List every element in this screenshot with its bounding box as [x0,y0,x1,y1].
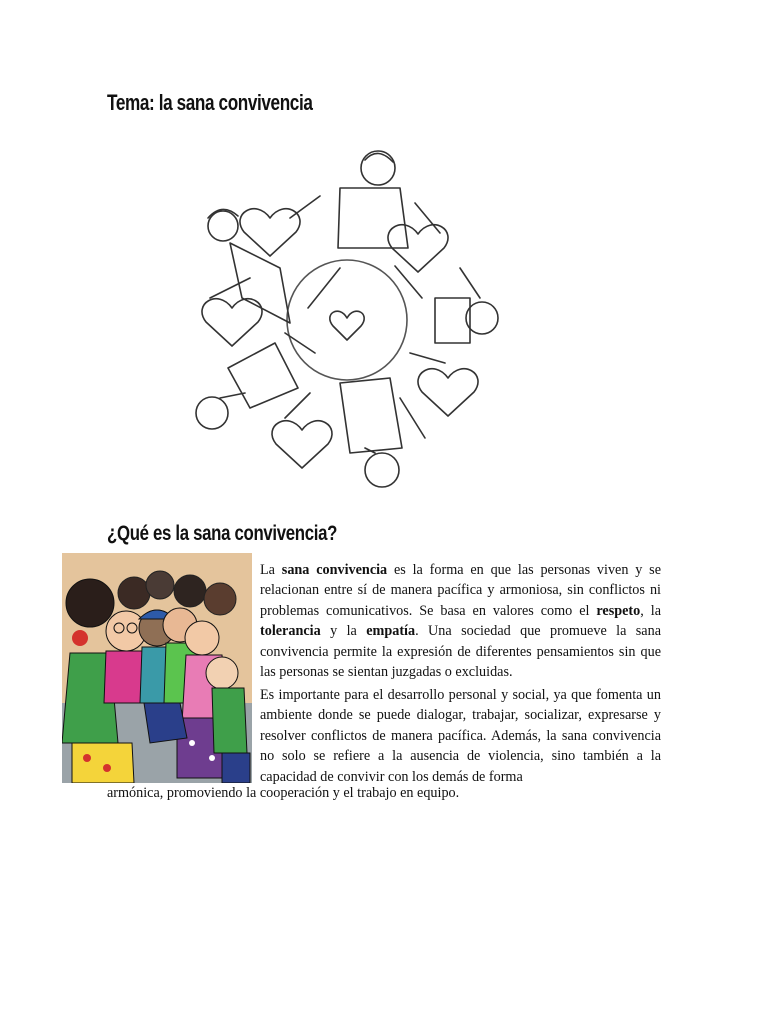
text-segment: , la [640,602,661,619]
text-segment: es la forma en que las personas viven y se relacionan entre sí de manera pacífica y armoniosa, sin conflictos ni problemas comunicativos. Se basa en valores como el [260,562,662,619]
bold-term: sana convivencia [281,562,388,578]
children-group-illustration [62,553,252,783]
bold-term: tolerancia [260,623,321,640]
paragraph-importance: Es importante para el desarrollo personal y social, ya que fomenta un ambiente donde se puede dialogar, trabajar, socializar, expresarse y resolver conflictos de manera pacífica. Además, la sana convivencia no solo se refiere a la ausencia de violencia, sino también a la capacidad de convivir con los demás de forma [260,687,661,785]
text-segment: . Una sociedad que promueve la sana convivencia permite la expresión de diferentes pensamientos sin que las personas se sientan juzgadas o excluidas. [260,623,661,681]
paragraph-importance-last-line: armónica, promoviendo la cooperación y el trabajo en equipo. [107,785,460,801]
bold-term: empatía [366,623,416,640]
children-circle-illustration [190,148,505,493]
paragraph-definition [260,560,661,682]
text-segment: La [260,562,282,578]
text-segment: y la [320,623,367,640]
section-heading: ¿Qué es la sana convivencia? [107,522,338,545]
page-title: Tema: la sana convivencia [107,90,313,115]
bold-term: respeto [596,602,641,619]
